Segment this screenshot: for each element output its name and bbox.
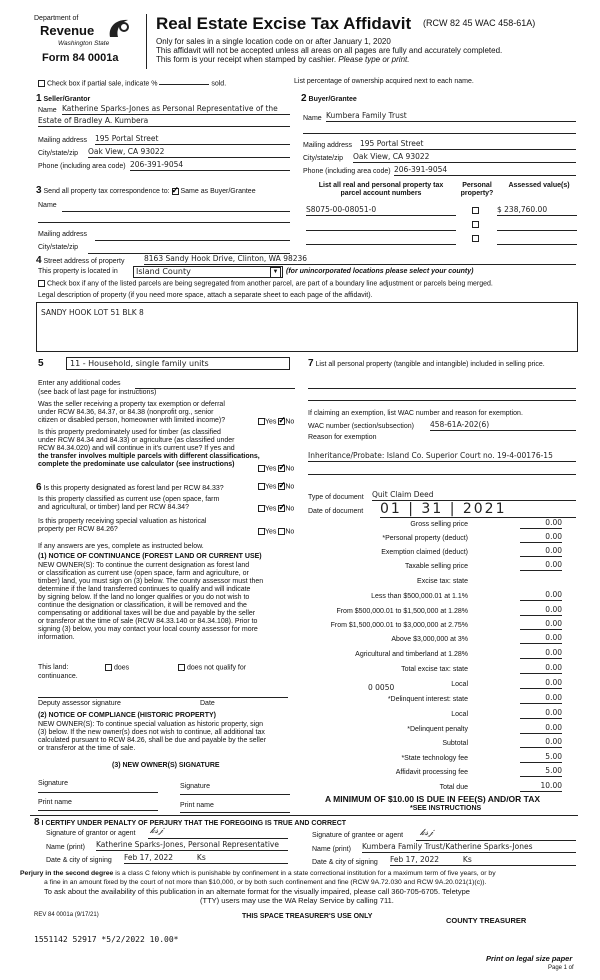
tax-row-value[interactable]: 0.00 bbox=[520, 649, 562, 659]
seller-name-label: Name bbox=[38, 107, 57, 114]
notice1-title: (1) NOTICE OF CONTINUANCE (FOREST LAND OR CURRENT USE) bbox=[38, 553, 262, 560]
exemption-yes-no: Yes ✓ No bbox=[258, 418, 294, 426]
certify-heading: 8 I CERTIFY UNDER PENALTY OF PERJURY THAT THE FOREGOING IS TRUE AND CORRECT bbox=[34, 817, 347, 828]
segregated-checkbox[interactable] bbox=[38, 280, 45, 287]
wac-label: WAC number (section/subsection) bbox=[308, 423, 414, 430]
availability-note: To ask about the availability of this publication in an alternate format for the visually impaired, please call 360-705-6705. Teletype bbox=[44, 887, 470, 896]
located-label: This property is located in bbox=[38, 268, 118, 275]
tax-row-label: Taxable selling price bbox=[404, 563, 468, 570]
legal-label: Legal description of property (if you need more space, attach a separate sheet to each page of the affidavit). bbox=[38, 292, 373, 299]
dept-of: Department of bbox=[34, 15, 79, 22]
does-option: does bbox=[105, 664, 129, 672]
seller-phone-label: Phone (including area code) bbox=[38, 163, 126, 170]
buyer-name-label: Name bbox=[303, 115, 322, 122]
current-use-no-checkbox[interactable] bbox=[278, 505, 285, 512]
cashier-stamp: 1551142 52917 *5/2/2022 10.00* bbox=[34, 935, 179, 944]
grantor-date-field[interactable]: Feb 17, 2022 Ks bbox=[124, 854, 288, 864]
current-use-question: Is this property classified as current use (open space, farm and agricultural, or timber) land per RCW 84.34? bbox=[38, 496, 220, 512]
print-name-2-label: Print name bbox=[180, 802, 214, 809]
historic-question: Is this property receiving special valuation as historical property per RCW 84.26? bbox=[38, 518, 207, 534]
tax-row-value[interactable]: 0.00 bbox=[520, 738, 562, 748]
this-land-label: This land: bbox=[38, 664, 69, 671]
perjury-notice: Perjury in the second degree is a class C felony which is punishable by confinement in a state correctional institution for a maximum term of five years, or by bbox=[20, 870, 496, 877]
tax-row-value[interactable]: 5.00 bbox=[520, 767, 562, 777]
street-address-field[interactable]: 8163 Sandy Hook Drive, Clinton, WA 98236 bbox=[144, 255, 576, 265]
legal-description-field[interactable]: SANDY HOOK LOT 51 BLK 8 bbox=[36, 302, 578, 352]
local-code: 0 0050 bbox=[368, 683, 395, 692]
grantee-signature[interactable]: 𝓀𝓈𝒿 bbox=[420, 828, 434, 838]
tax-row-label: Excise tax: state bbox=[417, 578, 468, 585]
corr-mailing-label: Mailing address bbox=[38, 231, 88, 238]
form-number: Form 84 0001a bbox=[42, 52, 119, 64]
notice2-title: (2) NOTICE OF COMPLIANCE (HISTORIC PROPERTY) bbox=[38, 712, 216, 719]
corr-name-label: Name bbox=[38, 202, 57, 209]
print-name-1-label: Print name bbox=[38, 799, 72, 806]
availability-note-2: (TTY) users may use the WA Relay Service by calling 711. bbox=[200, 896, 394, 905]
tax-row-value[interactable]: 0.00 bbox=[520, 634, 562, 644]
seller-city-label: City/state/zip bbox=[38, 150, 79, 157]
unincorporated-note: (for unincorporated locations please select your county) bbox=[286, 268, 474, 275]
tax-row-value[interactable]: 0.00 bbox=[520, 620, 562, 630]
page-number: Page 1 of bbox=[548, 965, 574, 971]
street-label: 4 Street address of property bbox=[36, 255, 125, 266]
tax-row-label: *Personal property (deduct) bbox=[382, 535, 468, 542]
partial-sale-row: Check box if partial sale, indicate % sold. bbox=[38, 80, 226, 88]
tax-row-label: Subtotal bbox=[442, 740, 468, 747]
forest-yes-checkbox[interactable] bbox=[258, 483, 265, 490]
buyer-name-field[interactable]: Kumbera Family Trust bbox=[326, 112, 576, 122]
ownership-note: List percentage of ownership acquired next to each name. bbox=[294, 78, 474, 85]
doc-date-label: Date of document bbox=[308, 508, 364, 515]
reason-field[interactable]: Inheritance/Probate: Island Co. Superior Court no. 19-4-00176-15 bbox=[308, 452, 576, 462]
same-as-buyer-checkbox[interactable] bbox=[172, 188, 179, 195]
rcw-ref: (RCW 82 45 WAC 458-61A) bbox=[423, 18, 536, 28]
form-title: Real Estate Excise Tax Affidavit bbox=[156, 14, 412, 33]
tax-row-label: Less than $500,000.01 at 1.1% bbox=[371, 593, 468, 600]
tax-row-label: Total excise tax: state bbox=[401, 666, 468, 673]
wa-state: Washington State bbox=[58, 40, 110, 47]
wac-field[interactable]: 458-61A-202(6) bbox=[430, 421, 576, 431]
doc-date-field[interactable]: 01 | 31 | 2021 bbox=[380, 501, 576, 518]
timber-yes-no: Yes ✓ No bbox=[258, 465, 294, 473]
tax-row-label: *Delinquent interest: state bbox=[387, 696, 468, 703]
assessed-col-header: Assessed value(s) bbox=[508, 182, 570, 189]
new-owner-sig-1-label: Signature bbox=[38, 780, 68, 787]
personal-prop-checkbox-1[interactable] bbox=[472, 207, 479, 215]
answer-note: If any answers are yes, complete as instructed below. bbox=[38, 543, 204, 550]
notice3-title: (3) NEW OWNER(S) SIGNATURE bbox=[112, 762, 220, 769]
tax-row-label: Affidavit processing fee bbox=[395, 769, 468, 776]
corr-city-label: City/state/zip bbox=[38, 244, 79, 251]
tax-row-label: From $500,000.01 to $1,500,000 at 1.28% bbox=[336, 608, 468, 615]
does-not-checkbox[interactable] bbox=[178, 664, 185, 671]
segregated-row: Check box if any of the listed parcels are being segregated from another parcel, are part of a boundary line adjustment or parcels being merged. bbox=[38, 280, 493, 288]
tax-row-value[interactable]: 0.00 bbox=[520, 724, 562, 734]
tax-row-value[interactable]: 0.00 bbox=[520, 561, 562, 571]
see-back-note: (see back of last page for instructions) bbox=[38, 389, 157, 396]
forest-question: 6 Is this property designated as forest land per RCW 84.33? bbox=[36, 482, 224, 493]
header-note-3: This form is your receipt when stamped by cashier. Please type or print. bbox=[156, 55, 410, 64]
grantor-name-field[interactable]: Katherine Sparks-Jones, Personal Representative bbox=[96, 841, 288, 851]
tax-row-label: Total due bbox=[439, 784, 468, 791]
tax-row-value[interactable]: 0.00 bbox=[520, 519, 562, 529]
header-note-1: Only for sales in a single location code on or after January 1, 2020 bbox=[156, 37, 391, 46]
tax-row-value[interactable]: 0.00 bbox=[520, 533, 562, 543]
seller-name-field[interactable]: Katherine Sparks-Jones as Personal Representative of the bbox=[62, 105, 290, 115]
sec5-number: 5 bbox=[38, 358, 44, 369]
current-use-yes-checkbox[interactable] bbox=[258, 505, 265, 512]
county-treasurer: COUNTY TREASURER bbox=[446, 916, 527, 925]
seller-name-field-2[interactable]: Estate of Bradley A. Kumbera bbox=[38, 117, 290, 127]
tax-row-label: Local bbox=[451, 711, 468, 718]
buyer-mailing-label: Mailing address bbox=[303, 142, 353, 149]
header-note-2: This affidavit will not be accepted unless all areas on all pages are fully and accurately completed. bbox=[156, 46, 503, 55]
buyer-mailing-field[interactable]: 195 Portal Street bbox=[360, 140, 576, 150]
tax-row-label: Exemption claimed (deduct) bbox=[381, 549, 468, 556]
revision: REV 84 0001a (9/17/21) bbox=[34, 912, 99, 918]
reason-label: Reason for exemption bbox=[308, 434, 377, 441]
tax-row-label: From $1,500,000.01 to $3,000,000 at 2.75% bbox=[330, 622, 468, 629]
grantor-sig-label: Signature of grantor or agent bbox=[46, 830, 136, 837]
notice1-body: NEW OWNER(S): To continue the current designation as forest land or classification as current use (open space, farm and agriculture, or timber) land, you must sign on (3) below. The county assessor must then determine if the land transferred continues to qualify and will indicate by signing below. If the land no longer qualifies or you do not wish to continue the designation or classification, it will be removed and the compensating or additional taxes will be due and payable by the seller or transferor at the time of sale (RCW 84.33.140 or 84.34.108). Prior to signing (3) below, you may contact your local county assessor for more information. bbox=[38, 562, 264, 642]
tax-row-label: Agricultural and timberland at 1.28% bbox=[355, 651, 468, 658]
tax-row-value[interactable]: 0.00 bbox=[520, 679, 562, 689]
historic-no-checkbox[interactable] bbox=[278, 528, 285, 535]
tax-row-value[interactable]: 5.00 bbox=[520, 753, 562, 763]
grantee-name-field[interactable]: Kumbera Family Trust/Katherine Sparks-Jones bbox=[362, 843, 576, 853]
does-not-option: does not qualify for bbox=[178, 664, 246, 672]
doc-type-label: Type of document bbox=[308, 494, 364, 501]
personal-prop-checkbox-2[interactable] bbox=[472, 221, 479, 229]
deputy-date-label: Date bbox=[200, 700, 215, 707]
historic-yes-no: Yes No bbox=[258, 528, 294, 536]
buyer-phone-label: Phone (including area code) bbox=[303, 168, 391, 175]
treasurer-use: THIS SPACE TREASURER'S USE ONLY bbox=[242, 913, 373, 920]
forest-yes-no: Yes ✓ No bbox=[258, 483, 294, 491]
tax-row-label: Local bbox=[451, 681, 468, 688]
personal-prop-col-header: Personal property? bbox=[460, 182, 494, 198]
tax-row-label: *State technology fee bbox=[401, 755, 468, 762]
buyer-heading: 2 Buyer/Grantee bbox=[301, 93, 357, 104]
buyer-city-field[interactable]: Oak View, CA 93022 bbox=[353, 153, 576, 163]
grantor-name-label: Name (print) bbox=[46, 844, 85, 851]
exemption-question: Was the seller receiving a property tax exemption or deferral under RCW 84.36, 84.37, or 84.38 (nonprofit org., senior citizen or disabled person, homeowner with limited income)? bbox=[38, 401, 226, 425]
parcels-col-header: List all real and personal property tax parcel account numbers bbox=[318, 182, 444, 198]
grantor-signature[interactable]: 𝓀𝓈𝒿 bbox=[150, 826, 164, 836]
new-owner-sig-2-label: Signature bbox=[180, 783, 210, 790]
deputy-sig-label: Deputy assessor signature bbox=[38, 700, 121, 707]
forest-no-checkbox[interactable] bbox=[278, 483, 285, 490]
grantee-sig-label: Signature of grantee or agent bbox=[312, 832, 404, 839]
timber-no-checkbox[interactable] bbox=[278, 465, 285, 472]
historic-yes-checkbox[interactable] bbox=[258, 528, 265, 535]
timber-question: Is this property predominately used for timber (as classified under RCW 84.34 and 84.33) or agriculture (as classified under RCW 84.34.020) and will continue in it's current use? If yes and the transfer involves multiple parcels with different classifications, complete the predominate use calculator (see instructions) bbox=[38, 429, 260, 469]
legal-size-note: Print on legal size paper bbox=[486, 954, 573, 963]
minimum-due-note: A MINIMUM OF $10.00 IS DUE IN FEE(S) AND/OR TAX bbox=[325, 794, 541, 804]
exemption-no-checkbox[interactable] bbox=[278, 418, 285, 425]
timber-yes-checkbox[interactable] bbox=[258, 465, 265, 472]
dor-logo-text: Revenue bbox=[40, 23, 95, 38]
tax-row-label: *Delinquent penalty bbox=[407, 726, 468, 733]
tax-row-value[interactable]: 0.00 bbox=[520, 547, 562, 557]
seller-heading: 1 Seller/Grantor bbox=[36, 93, 91, 104]
tax-row-label: Gross selling price bbox=[410, 521, 468, 528]
exemption-yes-checkbox[interactable] bbox=[258, 418, 265, 425]
notice2-body: NEW OWNER(S): To continue special valuation as historic property, sign (3) below. If the new owner(s) does not wish to continue, all additional tax calculated pursuant to RCW 84.26, shall be due and payable by the seller or transferor at the time of sale. bbox=[38, 721, 267, 753]
grantee-date-field[interactable]: Feb 17, 2022 Ks bbox=[390, 856, 576, 866]
perjury-notice-2: a fine in an amount fixed by the court of not more than $10,000, or by both such confinement and fine (RCW 9A.72.030 and RCW 9A.20.021(1)(c)). bbox=[44, 879, 487, 886]
seller-city-field[interactable]: Oak View, CA 93022 bbox=[88, 148, 290, 158]
tax-row-label: Above $3,000,000 at 3% bbox=[391, 636, 468, 643]
correspondence-heading: 3 Send all property tax correspondence to: ✓ Same as Buyer/Grantee bbox=[36, 185, 256, 197]
tax-row-value[interactable]: 0.00 bbox=[520, 591, 562, 601]
tax-row-value[interactable]: 0.00 bbox=[520, 664, 562, 674]
buyer-phone-field[interactable]: 206-391-9054 bbox=[394, 166, 576, 176]
use-code-field[interactable]: 11 - Household, single family units bbox=[66, 357, 290, 370]
partial-sale-checkbox[interactable] bbox=[38, 80, 45, 87]
continuance-label: continuance. bbox=[38, 673, 78, 680]
see-instructions: *SEE INSTRUCTIONS bbox=[410, 805, 482, 812]
seller-mailing-label: Mailing address bbox=[38, 137, 88, 144]
grantee-name-label: Name (print) bbox=[312, 846, 351, 853]
chevron-down-icon[interactable]: ▼ bbox=[270, 267, 281, 278]
doc-type-field[interactable]: Quit Claim Deed bbox=[372, 491, 576, 501]
tax-row-value[interactable]: 10.00 bbox=[520, 782, 562, 792]
tax-row-value[interactable]: 0.00 bbox=[520, 606, 562, 616]
tax-row-value[interactable]: 0.00 bbox=[520, 709, 562, 719]
additional-codes-label: Enter any additional codes bbox=[38, 380, 121, 387]
exemption-wac-note: If claiming an exemption, list WAC number and reason for exemption. bbox=[308, 410, 523, 417]
parcel-number-field[interactable]: S8075-00-08051-0 bbox=[306, 206, 456, 216]
personal-prop-checkbox-3[interactable] bbox=[472, 235, 479, 243]
seller-phone-field[interactable]: 206-391-9054 bbox=[130, 161, 290, 171]
current-use-yes-no: Yes ✓ No bbox=[258, 505, 294, 513]
county-select[interactable]: Island County ▼ bbox=[133, 266, 283, 278]
buyer-city-label: City/state/zip bbox=[303, 155, 344, 162]
dor-logo-icon bbox=[106, 17, 132, 42]
tax-row-value[interactable]: 0.00 bbox=[520, 694, 562, 704]
grantor-date-label: Date & city of signing bbox=[46, 857, 112, 864]
personal-property-heading: 7 List all personal property (tangible and intangible) included in selling price. bbox=[308, 358, 545, 369]
does-checkbox[interactable] bbox=[105, 664, 112, 671]
seller-mailing-field[interactable]: 195 Portal Street bbox=[95, 135, 290, 145]
grantee-date-label: Date & city of signing bbox=[312, 859, 378, 866]
assessed-value-field[interactable]: $ 238,760.00 bbox=[497, 206, 577, 216]
